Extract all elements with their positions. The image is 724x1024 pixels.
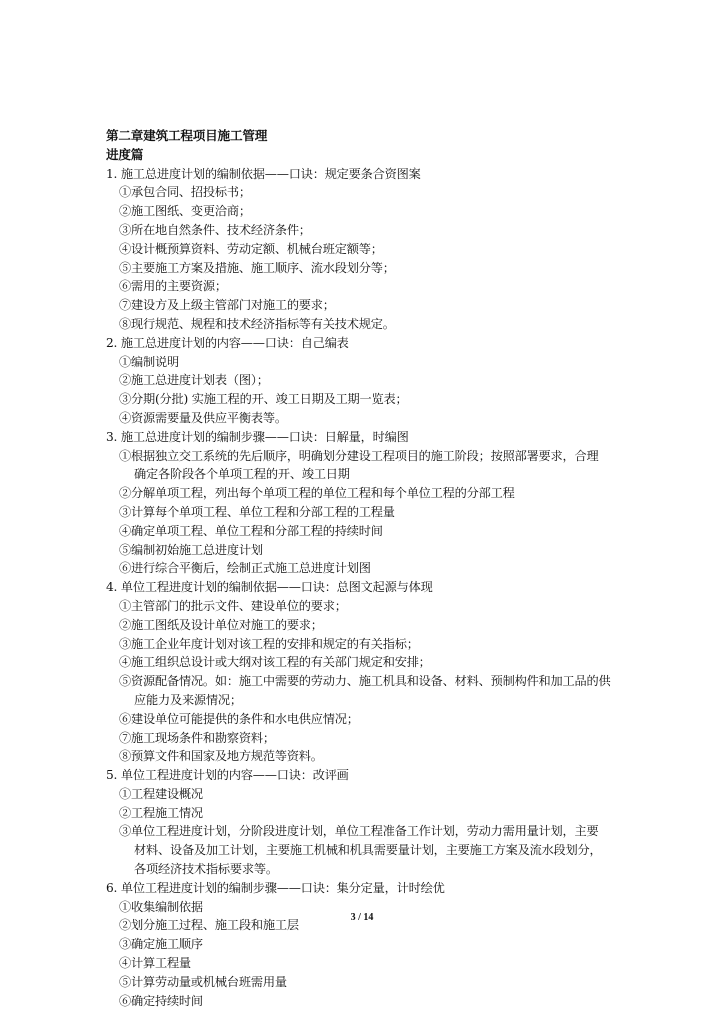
list-item: ③所在地自然条件、技术经济条件；: [119, 222, 311, 237]
list-item: ②分解单项工程，列出每个单项工程的单位工程和每个单位工程的分部工程: [119, 486, 515, 501]
list-item: ④施工组织总设计或大纲对该工程的有关部门规定和安排；: [119, 655, 431, 670]
list-item: ④资源需要量及供应平衡表等。: [119, 410, 287, 425]
list-item: ③施工企业年度计划对该工程的安排和规定的有关指标；: [119, 636, 419, 651]
list-item: ②工程施工情况: [119, 805, 203, 820]
list-item: ⑤编制初始施工总进度计划: [119, 542, 263, 557]
list-item: ④计算工程量: [119, 956, 191, 971]
section-heading: 5. 单位工程进度计划的内容——口诀：改评画: [106, 768, 349, 783]
list-item-continuation: 应能力及来源情况；: [134, 692, 242, 707]
list-item: ⑦施工现场条件和勘察资料；: [119, 730, 275, 745]
section-heading: 6. 单位工程进度计划的编制步骤——口诀：集分定量，计时绘优: [106, 880, 445, 895]
document-body: [106, 127, 626, 1010]
list-item: ⑥建设单位可能提供的条件和水电供应情况；: [119, 711, 359, 726]
document-lines: [106, 165, 626, 1011]
list-item: ⑥进行综合平衡后，绘制正式施工总进度计划图: [119, 561, 371, 576]
section-heading: 2. 施工总进度计划的内容——口诀：自己编表: [106, 335, 349, 350]
list-item: ①主管部门的批示文件、建设单位的要求；: [119, 598, 347, 613]
list-item: ②施工总进度计划表（图）；: [119, 373, 269, 388]
chapter-title: 第二章建筑工程项目施工管理: [106, 128, 268, 143]
list-item: ①工程建设概况: [119, 786, 203, 801]
list-item-continuation: 各项经济技术指标要求等。: [134, 862, 278, 877]
section-heading: 4. 单位工程进度计划的编制依据——口诀：总图文起源与体现: [106, 580, 433, 595]
list-item: ③单位工程进度计划，分阶段进度计划，单位工程准备工作计划，劳动力需用量计划，主要: [119, 824, 599, 839]
list-item: ③分期(分批) 实施工程的开、竣工日期及工期一览表；: [119, 392, 408, 407]
list-item: ⑥需用的主要资源；: [119, 279, 227, 294]
list-item: ④设计概预算资料、劳动定额、机械台班定额等；: [119, 241, 383, 256]
list-item: ⑤资源配备情况。如：施工中需要的劳动力、施工机具和设备、材料、预制构件和加工品的供: [119, 674, 611, 689]
list-item: ⑧预算文件和国家及地方规范等资料。: [119, 749, 323, 764]
list-item: ③确定施工顺序: [119, 937, 203, 952]
list-item: ②施工图纸及设计单位对施工的要求；: [119, 617, 323, 632]
page-number: 3 / 14: [350, 912, 374, 923]
list-item: ④确定单项工程、单位工程和分部工程的持续时间: [119, 523, 383, 538]
list-item: ⑦建设方及上级主管部门对施工的要求；: [119, 298, 335, 313]
list-item: ③计算每个单项工程、单位工程和分部工程的工程量: [119, 504, 395, 519]
section-title: 进度篇: [106, 146, 144, 162]
list-item-continuation: 确定各阶段各个单项工程的开、竣工日期: [134, 467, 350, 482]
list-item: ①承包合同、招投标书；: [119, 185, 251, 200]
list-item: ①编制说明: [119, 354, 179, 369]
list-item: ⑤主要施工方案及措施、施工顺序、流水段划分等；: [119, 260, 395, 275]
list-item: ①收集编制依据: [119, 899, 203, 914]
list-item: ②施工图纸、变更洽商；: [119, 204, 251, 219]
list-item: ⑤计算劳动量或机械台班需用量: [119, 974, 287, 989]
list-item: ①根据独立交工系统的先后顺序，明确划分建设工程项目的施工阶段；按照部署要求，合理: [119, 448, 599, 463]
section-heading: 1. 施工总进度计划的编制依据——口诀：规定要条合资图案: [106, 166, 421, 181]
list-item: ⑥确定持续时间: [119, 993, 203, 1008]
list-item: ②划分施工过程、施工段和施工层: [119, 918, 299, 933]
section-heading: 3. 施工总进度计划的编制步骤——口诀：日解量，时编图: [106, 429, 409, 444]
list-item: ⑧现行规范、规程和技术经济指标等有关技术规定。: [119, 316, 395, 331]
list-item-continuation: 材料、设备及加工计划，主要施工机械和机具需要量计划，主要施工方案及流水段划分，: [134, 843, 602, 858]
